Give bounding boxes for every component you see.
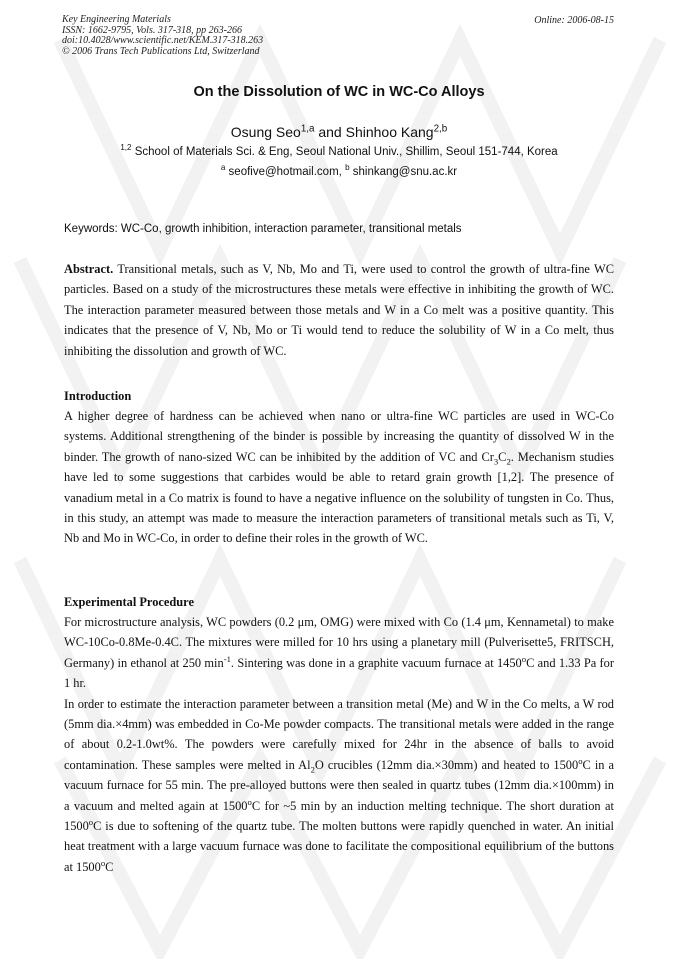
degree-mark: o xyxy=(578,755,583,766)
author-line xyxy=(0,124,678,140)
online-date: Online: 2006-08-15 xyxy=(534,15,614,26)
exp-text: O crucibles (12mm dia.×30mm) and heated to 1500 xyxy=(314,757,579,772)
journal-header xyxy=(62,15,263,57)
author-2-affil-mark: 2,b xyxy=(433,123,448,135)
email-mark-b: b xyxy=(345,163,350,173)
introduction-body xyxy=(64,406,614,549)
experimental-paragraph-2 xyxy=(64,694,614,878)
author-1: Osung Seo xyxy=(230,124,301,140)
exp-text: In order to estimate the interaction parameter between a transition metal (Me) and W in the Co melts, a W rod (5mm dia.×4mm) was embedded in Co-Me powder compacts. The transitional metals were added in the range of about 0.2-1.0wt%. The powders were carefully mixed for 24hr in the absence of balls to avoid contamination. These samples were melted in Al xyxy=(64,696,614,772)
intro-text-1: A higher degree of hardness can be achieved when nano or ultra-fine WC particles are used in WC-Co systems. Additional strengthening of the binder is possible by increasing the quantity of dissolved W in the binder. The growth of nano-sized WC can be inhibited by the addition of VC and Cr xyxy=(64,409,614,464)
exp-text: C in a vacuum furnace for 55 min. The pre-alloyed buttons were then sealed in quartz tubes (12mm dia.×100mm) in a vacuum and melted again at 1500 xyxy=(64,757,614,813)
abstract-text: Transitional metals, such as V, Nb, Mo and Ti, were used to control the growth of ultra-fine WC particles. Based on a study of the microstructures these metals were effective in inhibiting the growth of WC. The interaction parameter measured between those metals and W in a Co melt was a positive quantity. This indicates that the presence of V, Nb, Mo or Ti would tend to reduce the solubility of W in a Co melt, thus inhibiting the dissolution and growth of WC. xyxy=(64,262,614,358)
issn-line: ISSN: 1662-9795, Vols. 317-318, pp 263-266 xyxy=(62,24,242,36)
exp-text: C is due to softening of the quartz tube. The molten buttons were rapidly quenched in water. An initial heat treatment with a large vacuum furnace was done to facilitate the compositional equilibrium of the buttons at 1500 xyxy=(64,819,614,874)
affiliation xyxy=(0,143,678,158)
exp-sup: -1 xyxy=(223,653,231,664)
degree-mark: o xyxy=(247,796,252,807)
author-conjunction: and xyxy=(314,124,346,140)
exp-text: C and 1.33 Pa for 1 hr. xyxy=(64,655,614,691)
experimental-paragraph-1 xyxy=(64,612,614,694)
email-line xyxy=(0,163,678,178)
email-b: shinkang@snu.ac.kr xyxy=(349,166,458,178)
email-a: seofive@hotmail.com, xyxy=(225,166,346,178)
intro-sub-1: 3 xyxy=(493,456,499,467)
intro-text-2: C xyxy=(498,449,507,464)
paper-title: On the Dissolution of WC in WC-Co Alloys xyxy=(193,84,485,100)
abstract-label: Abstract. xyxy=(64,262,114,276)
affiliation-mark: 1,2 xyxy=(120,143,132,153)
affiliation-text: School of Materials Sci. & Eng, Seoul National Univ., Shillim, Seoul 151-744, Korea xyxy=(131,146,558,158)
experimental-heading: Experimental Procedure xyxy=(64,595,194,609)
email-mark-a: a xyxy=(220,163,226,173)
intro-sub-2: 2 xyxy=(506,456,511,467)
doi-line: doi:10.4028/www.scientific.net/KEM.317-318.263 xyxy=(62,35,264,47)
degree-mark: o xyxy=(88,816,94,827)
exp-text: C for ~5 min by an induction melting technique. The short duration at 1500 xyxy=(64,798,614,834)
exp-text: . Sintering was done in a graphite vacuum furnace at 1450 xyxy=(230,655,522,670)
intro-text-3: . Mechanism studies have led to some suggestions that carbides would be able to retard grain growth [1,2]. The presence of vanadium metal in a Co matrix is found to have a negative influence on the solubility of tungsten in Co. Thus, in this study, an attempt was made to measure the interaction parameters of transitional metals such as Ti, V, Nb and Mo in WC-Co, in order to define their roles in the growth of WC. xyxy=(64,449,614,546)
abstract xyxy=(64,259,614,361)
exp-sub: 2 xyxy=(310,764,315,775)
degree-mark: o xyxy=(521,653,527,664)
exp-text: C xyxy=(105,859,114,874)
keywords: Keywords: WC-Co, growth inhibition, interaction parameter, transitional metals xyxy=(64,223,462,235)
journal-name: Key Engineering Materials xyxy=(62,14,171,25)
exp-text: For microstructure analysis, WC powders (0.2 μm, OMG) were mixed with Co (1.4 μm, Kennametal) to make WC-10Co-0.8Me-0.4C. The mixtures were milled for 10 hrs using a planetary mill (Pulverisette5, FRITSCH, Germany) in ethanol at 250 min xyxy=(64,615,614,670)
copyright-line: © 2006 Trans Tech Publications Ltd, Switzerland xyxy=(62,45,260,57)
introduction-heading: Introduction xyxy=(64,389,132,403)
author-2: Shinhoo Kang xyxy=(345,124,434,140)
author-1-affil-mark: 1,a xyxy=(300,123,315,135)
experimental-body xyxy=(64,612,614,877)
degree-mark: o xyxy=(100,857,106,868)
